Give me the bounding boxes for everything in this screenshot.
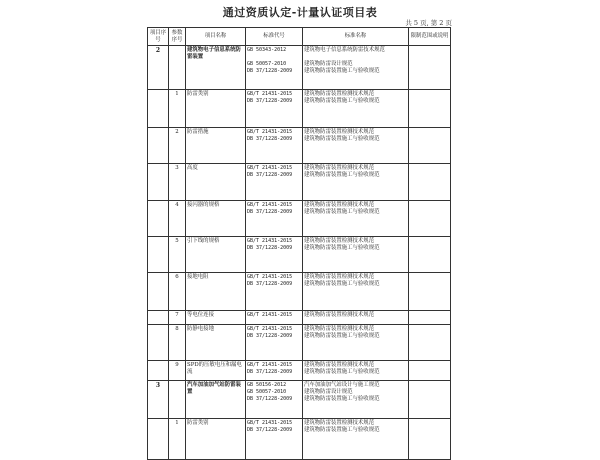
cell-std-name	[303, 311, 409, 325]
cell-item-no: 2	[148, 46, 169, 90]
cell-param-no	[169, 46, 186, 90]
cell-limit	[409, 311, 451, 325]
std-name: 建筑物防雷装置施工与验收规范	[304, 171, 380, 178]
cell-item-no: 3	[148, 381, 169, 419]
cell-std-code	[246, 361, 303, 381]
item-name-text: 汽车加油加气站防雷装置	[187, 381, 241, 395]
cell-param-no: 1	[169, 419, 186, 460]
std-name: 建筑物防雷装置检测技术规范	[304, 128, 375, 135]
cell-param-no: 5	[169, 237, 186, 273]
cell-std-name	[303, 128, 409, 164]
std-code: GB/T 21431-2015	[247, 90, 293, 97]
std-code: DB 37/1228-2009	[247, 244, 293, 251]
std-code: DB 37/1228-2009	[247, 135, 293, 142]
std-name: 建筑物防雷装置检测技术规范	[304, 419, 375, 426]
std-code: GB/T 21431-2015	[247, 164, 293, 171]
certification-items-table	[147, 27, 451, 460]
cell-item-name	[186, 311, 246, 325]
cell-item-name	[186, 325, 246, 361]
cell-limit	[409, 419, 451, 460]
cell-std-code	[246, 46, 303, 90]
std-code: GB 50343-2012	[247, 46, 287, 53]
cell-limit	[409, 325, 451, 361]
std-code: GB/T 21431-2015	[247, 419, 293, 426]
std-code: GB/T 21431-2015	[247, 325, 293, 332]
cell-limit	[409, 273, 451, 311]
cell-param-no	[169, 381, 186, 419]
cell-limit	[409, 237, 451, 273]
std-name: 建筑物防雷装置检测技术规范	[304, 201, 375, 208]
std-code: GB/T 21431-2015	[247, 237, 293, 244]
cell-std-code	[246, 273, 303, 311]
table-row	[148, 46, 451, 90]
header-param-no: 参数序号	[169, 28, 186, 46]
std-code: GB 50057-2010	[247, 60, 287, 67]
cell-std-code	[246, 90, 303, 128]
table-row	[148, 381, 451, 419]
table-body	[148, 46, 451, 460]
document-title: 通过资质认定-计量认证项目表	[222, 6, 378, 19]
cell-limit	[409, 128, 451, 164]
item-name-text: 等电位连接	[187, 311, 214, 318]
item-name-text: 接闪器的规格	[187, 201, 220, 208]
cell-item-name	[186, 237, 246, 273]
std-code: DB 37/1228-2009	[247, 280, 293, 287]
table-row	[148, 361, 451, 381]
cell-std-name	[303, 325, 409, 361]
std-name	[304, 54, 407, 61]
cell-param-no: 9	[169, 361, 186, 381]
cell-item-no	[148, 311, 169, 325]
std-name: 建筑物防雷装置施工与验收规范	[304, 280, 380, 287]
cell-std-code	[246, 325, 303, 361]
cell-param-no: 6	[169, 273, 186, 311]
cell-item-name	[186, 46, 246, 90]
std-code: GB/T 21431-2015	[247, 201, 293, 208]
std-name: 建筑物防雷装置施工与验收规范	[304, 67, 380, 74]
std-name: 建筑物防雷设计规范	[304, 60, 353, 67]
cell-item-no	[148, 201, 169, 237]
std-name: 建筑物防雷装置检测技术规范	[304, 237, 375, 244]
item-name-text: 接地电阻	[187, 273, 209, 280]
header-limit: 限制范围或说明	[409, 28, 451, 46]
std-code: DB 37/1228-2009	[247, 97, 293, 104]
cell-std-name	[303, 419, 409, 460]
item-name-text: 防雷类别	[187, 90, 209, 97]
item-name-text: SPD的压敏电压和漏电流	[187, 361, 242, 375]
header-item-no: 项目序号	[148, 28, 169, 46]
std-code: DB 37/1228-2009	[247, 368, 293, 375]
std-name: 建筑物防雷装置检测技术规范	[304, 90, 375, 97]
cell-std-code	[246, 419, 303, 460]
cell-item-name	[186, 273, 246, 311]
std-name: 建筑物防雷装置施工与验收规范	[304, 208, 380, 215]
std-code: GB 50156-2012	[247, 381, 287, 388]
std-name: 建筑物防雷装置检测技术规范	[304, 273, 375, 280]
std-code: DB 37/1228-2009	[247, 395, 293, 402]
table-row	[148, 419, 451, 460]
table-row	[148, 325, 451, 361]
std-code: GB/T 21431-2015	[247, 311, 293, 318]
cell-std-code	[246, 164, 303, 201]
std-code: DB 37/1228-2009	[247, 426, 293, 433]
std-name: 汽车加油加气站设计与施工规范	[304, 381, 380, 388]
cell-param-no: 4	[169, 201, 186, 237]
item-name-text: 防雷措施	[187, 128, 209, 135]
header-item-name: 项目名称	[186, 28, 246, 46]
cell-limit	[409, 90, 451, 128]
std-code: GB/T 21431-2015	[247, 273, 293, 280]
table-header-row	[148, 28, 451, 46]
std-name: 建筑物防雷装置施工与验收规范	[304, 97, 380, 104]
cell-param-no: 7	[169, 311, 186, 325]
table-row	[148, 128, 451, 164]
cell-item-name	[186, 361, 246, 381]
cell-std-name	[303, 361, 409, 381]
std-name: 建筑物电子信息系统防雷技术规范	[304, 46, 385, 53]
std-name: 建筑物防雷装置施工与验收规范	[304, 368, 380, 375]
std-code: DB 37/1228-2009	[247, 208, 293, 215]
cell-std-name	[303, 46, 409, 90]
cell-limit	[409, 201, 451, 237]
cell-limit	[409, 361, 451, 381]
header-std-name: 标准名称	[303, 28, 409, 46]
std-code: DB 37/1228-2009	[247, 67, 293, 74]
cell-item-no	[148, 325, 169, 361]
std-code	[247, 54, 301, 61]
table-row	[148, 273, 451, 311]
std-code: GB/T 21431-2015	[247, 361, 293, 368]
std-name: 建筑物防雷装置施工与验收规范	[304, 332, 380, 339]
cell-std-code	[246, 201, 303, 237]
std-code: DB 37/1228-2009	[247, 332, 293, 339]
cell-item-name	[186, 381, 246, 419]
cell-item-no	[148, 164, 169, 201]
std-name: 建筑物防雷装置检测技术规范	[304, 361, 375, 368]
page-indicator: 共 5 页, 第 2 页	[405, 19, 452, 27]
std-name: 建筑物防雷装置施工与验收规范	[304, 395, 380, 402]
item-name-text: 防雷类别	[187, 419, 209, 426]
table-row	[148, 164, 451, 201]
cell-std-code	[246, 311, 303, 325]
cell-item-no	[148, 361, 169, 381]
std-name: 建筑物防雷装置施工与验收规范	[304, 135, 380, 142]
header-std-code: 标准代号	[246, 28, 303, 46]
std-code: GB 50057-2010	[247, 388, 287, 395]
cell-std-code	[246, 128, 303, 164]
cell-std-code	[246, 237, 303, 273]
cell-std-name	[303, 381, 409, 419]
std-name: 建筑物防雷装置检测技术规范	[304, 311, 375, 318]
cell-std-name	[303, 90, 409, 128]
item-name-text: 建筑物电子信息系统防雷装置	[187, 46, 241, 60]
cell-item-name	[186, 128, 246, 164]
item-name-text: 防静电接地	[187, 325, 214, 332]
cell-item-name	[186, 164, 246, 201]
cell-std-name	[303, 201, 409, 237]
table-row	[148, 90, 451, 128]
std-name: 建筑物防雷装置施工与验收规范	[304, 244, 380, 251]
std-name: 建筑物防雷设计规范	[304, 388, 353, 395]
cell-param-no: 8	[169, 325, 186, 361]
item-name-text: 高度	[187, 164, 198, 171]
std-name: 建筑物防雷装置检测技术规范	[304, 164, 375, 171]
std-code: GB/T 21431-2015	[247, 128, 293, 135]
table-row	[148, 311, 451, 325]
cell-param-no: 3	[169, 164, 186, 201]
cell-item-no	[148, 419, 169, 460]
cell-limit	[409, 381, 451, 419]
cell-param-no: 2	[169, 128, 186, 164]
cell-std-code	[246, 381, 303, 419]
cell-item-name	[186, 90, 246, 128]
item-name-text: 引下线的规格	[187, 237, 220, 244]
cell-item-no	[148, 90, 169, 128]
cell-item-name	[186, 201, 246, 237]
cell-limit	[409, 164, 451, 201]
table-row	[148, 201, 451, 237]
cell-param-no: 1	[169, 90, 186, 128]
cell-std-name	[303, 273, 409, 311]
cell-item-name	[186, 419, 246, 460]
cell-item-no	[148, 128, 169, 164]
cell-std-name	[303, 164, 409, 201]
cell-limit	[409, 46, 451, 90]
cell-item-no	[148, 273, 169, 311]
table-row	[148, 237, 451, 273]
std-name: 建筑物防雷装置施工与验收规范	[304, 426, 380, 433]
std-name: 建筑物防雷装置检测技术规范	[304, 325, 375, 332]
cell-item-no	[148, 237, 169, 273]
cell-std-name	[303, 237, 409, 273]
std-code: DB 37/1228-2009	[247, 171, 293, 178]
